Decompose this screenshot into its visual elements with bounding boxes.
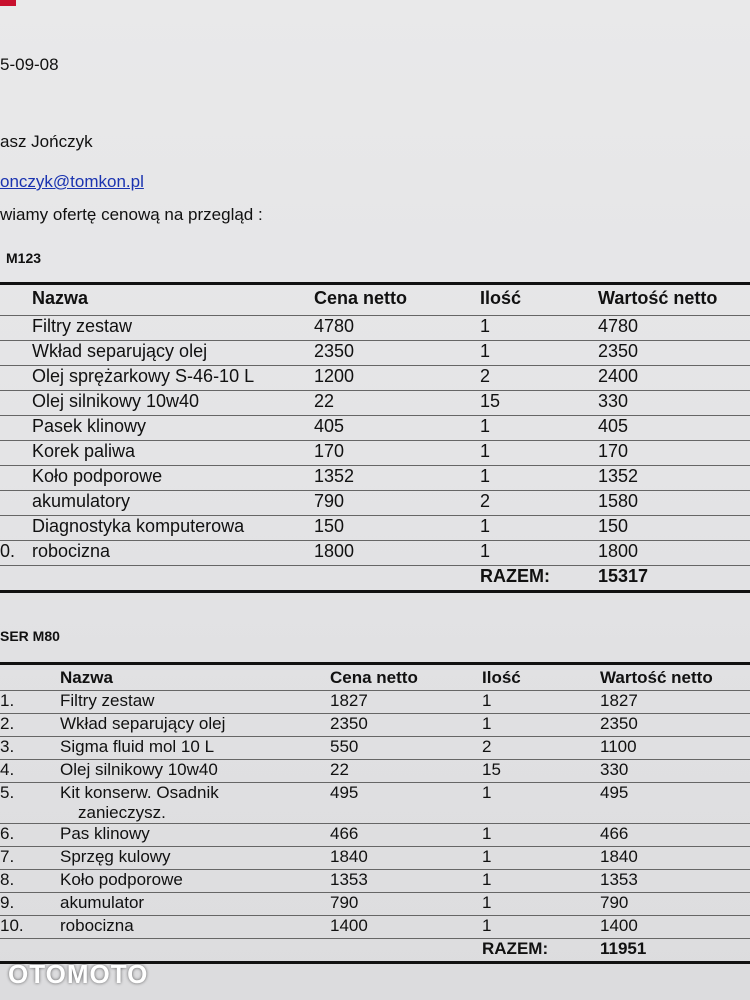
item-name: Olej silnikowy 10w40: [56, 760, 326, 783]
table-row: [0, 341, 750, 366]
item-price: 1827: [326, 691, 478, 714]
table-row: [0, 466, 750, 491]
row-number: [0, 391, 28, 416]
col-value: Wartość netto: [600, 668, 713, 687]
item-name: Sigma fluid mol 10 L: [56, 737, 326, 760]
item-quantity: 1: [476, 316, 594, 341]
item-price: 22: [326, 760, 478, 783]
table-row: [0, 714, 750, 737]
table-row: [0, 760, 750, 783]
offer-table-1: [0, 282, 750, 593]
item-price: 550: [326, 737, 478, 760]
row-number: 7.: [0, 847, 56, 870]
item-name: robocizna: [28, 541, 310, 566]
item-price: 22: [310, 391, 476, 416]
otomoto-watermark-logo: OTOMOTO: [8, 959, 149, 989]
table-row: [0, 870, 750, 893]
item-price: 1400: [326, 916, 478, 939]
row-number: [0, 366, 28, 391]
item-value: 2400: [594, 366, 750, 391]
item-value: 2350: [594, 341, 750, 366]
item-price: 1353: [326, 870, 478, 893]
item-price: 170: [310, 441, 476, 466]
item-quantity: 1: [478, 916, 596, 939]
table-row: [0, 441, 750, 466]
item-name-text: Kit konserw. Osadnik: [60, 783, 219, 802]
row-number: [0, 516, 28, 541]
item-price: 466: [326, 824, 478, 847]
table-row: [0, 316, 750, 341]
item-price: 150: [310, 516, 476, 541]
item-value: 170: [594, 441, 750, 466]
item-quantity: 1: [476, 466, 594, 491]
item-price: 1200: [310, 366, 476, 391]
row-number: 10.: [0, 916, 56, 939]
item-name: akumulatory: [28, 491, 310, 516]
item-name: Diagnostyka komputerowa: [28, 516, 310, 541]
item-quantity: 1: [478, 691, 596, 714]
item-value: 1100: [596, 737, 750, 760]
item-value: 4780: [594, 316, 750, 341]
item-quantity: 2: [476, 491, 594, 516]
row-number: 3.: [0, 737, 56, 760]
item-value: 330: [594, 391, 750, 416]
total-row: [0, 566, 750, 592]
item-price: 2350: [326, 714, 478, 737]
row-number: 2.: [0, 714, 56, 737]
document-date: 5-09-08: [0, 55, 59, 74]
item-name: Korek paliwa: [28, 441, 310, 466]
total-label: RAZEM:: [478, 939, 596, 963]
item-name: robocizna: [56, 916, 326, 939]
item-value: 466: [596, 824, 750, 847]
item-price: 2350: [310, 341, 476, 366]
item-quantity: 1: [476, 341, 594, 366]
item-quantity: 1: [476, 441, 594, 466]
item-name: Koło podporowe: [56, 870, 326, 893]
item-quantity: 1: [476, 516, 594, 541]
col-qty: Ilość: [480, 288, 522, 308]
item-name: Koło podporowe: [28, 466, 310, 491]
row-number: [0, 491, 28, 516]
item-value: 1353: [596, 870, 750, 893]
item-name: [56, 783, 326, 824]
item-price: 790: [310, 491, 476, 516]
item-price: 495: [326, 783, 478, 824]
item-quantity: 2: [478, 737, 596, 760]
item-quantity: 1: [478, 714, 596, 737]
item-value: 2350: [596, 714, 750, 737]
item-price: 1800: [310, 541, 476, 566]
row-number: [0, 341, 28, 366]
item-name: akumulator: [56, 893, 326, 916]
item-price: 4780: [310, 316, 476, 341]
item-value: 1580: [594, 491, 750, 516]
table-row: [0, 491, 750, 516]
table-header-row: [0, 664, 750, 691]
row-number: 1.: [0, 691, 56, 714]
offer-table-2: [0, 662, 750, 964]
row-number: 8.: [0, 870, 56, 893]
table-row: [0, 391, 750, 416]
item-quantity: 15: [478, 760, 596, 783]
item-name: Wkład separujący olej: [28, 341, 310, 366]
col-value: Wartość netto: [598, 288, 718, 308]
row-number: [0, 416, 28, 441]
table-row: [0, 416, 750, 441]
item-quantity: 1: [476, 416, 594, 441]
item-name: Olej silnikowy 10w40: [28, 391, 310, 416]
item-value: 1352: [594, 466, 750, 491]
total-value: 15317: [594, 566, 750, 592]
item-quantity: 1: [476, 541, 594, 566]
item-value: 1400: [596, 916, 750, 939]
section-2-title: SER M80: [0, 628, 60, 644]
col-no: [0, 284, 28, 316]
row-number: 6.: [0, 824, 56, 847]
item-name: Pas klinowy: [56, 824, 326, 847]
item-value: 405: [594, 416, 750, 441]
total-label: RAZEM:: [476, 566, 594, 592]
table-row: [0, 516, 750, 541]
col-name: Nazwa: [60, 668, 113, 687]
table-row: [0, 916, 750, 939]
item-name: Wkład separujący olej: [56, 714, 326, 737]
offer-intro: wiamy ofertę cenową na przegląd :: [0, 205, 263, 224]
total-value: 11951: [596, 939, 750, 963]
item-value: 495: [596, 783, 750, 824]
row-number: [0, 466, 28, 491]
item-quantity: 1: [478, 870, 596, 893]
item-price: 405: [310, 416, 476, 441]
section-1-title: M123: [6, 250, 42, 266]
item-name: Sprzęg kulowy: [56, 847, 326, 870]
item-value: 330: [596, 760, 750, 783]
col-price: Cena netto: [330, 668, 418, 687]
item-value: 1800: [594, 541, 750, 566]
item-name-continued: zanieczysz.: [78, 803, 166, 822]
item-quantity: 15: [476, 391, 594, 416]
col-qty: Ilość: [482, 668, 521, 687]
table-row: [0, 366, 750, 391]
row-number: 4.: [0, 760, 56, 783]
item-name: Filtry zestaw: [56, 691, 326, 714]
item-value: 1827: [596, 691, 750, 714]
item-quantity: 1: [478, 783, 596, 824]
item-price: 790: [326, 893, 478, 916]
item-quantity: 1: [478, 847, 596, 870]
table-row: [0, 737, 750, 760]
col-price: Cena netto: [314, 288, 408, 308]
table-row: [0, 691, 750, 714]
table-row: [0, 783, 750, 824]
col-no: [0, 664, 56, 691]
row-number: 9.: [0, 893, 56, 916]
item-name: Olej sprężarkowy S-46-10 L: [28, 366, 310, 391]
item-value: 150: [594, 516, 750, 541]
item-quantity: 1: [478, 824, 596, 847]
item-name: Pasek klinowy: [28, 416, 310, 441]
row-number: [0, 316, 28, 341]
item-name: Filtry zestaw: [28, 316, 310, 341]
col-name: Nazwa: [32, 288, 89, 308]
item-price: 1840: [326, 847, 478, 870]
row-number: 0.: [0, 541, 28, 566]
table-row: [0, 824, 750, 847]
item-value: 790: [596, 893, 750, 916]
table-row: [0, 893, 750, 916]
item-quantity: 1: [478, 893, 596, 916]
item-price: 1352: [310, 466, 476, 491]
row-number: 5.: [0, 783, 56, 824]
item-value: 1840: [596, 847, 750, 870]
red-corner-mark: [0, 0, 16, 6]
item-quantity: 2: [476, 366, 594, 391]
row-number: [0, 441, 28, 466]
table-header-row: [0, 284, 750, 316]
contact-email-link[interactable]: onczyk@tomkon.pl: [0, 172, 144, 191]
table-row: [0, 541, 750, 566]
table-row: [0, 847, 750, 870]
contact-name: asz Jończyk: [0, 132, 93, 151]
